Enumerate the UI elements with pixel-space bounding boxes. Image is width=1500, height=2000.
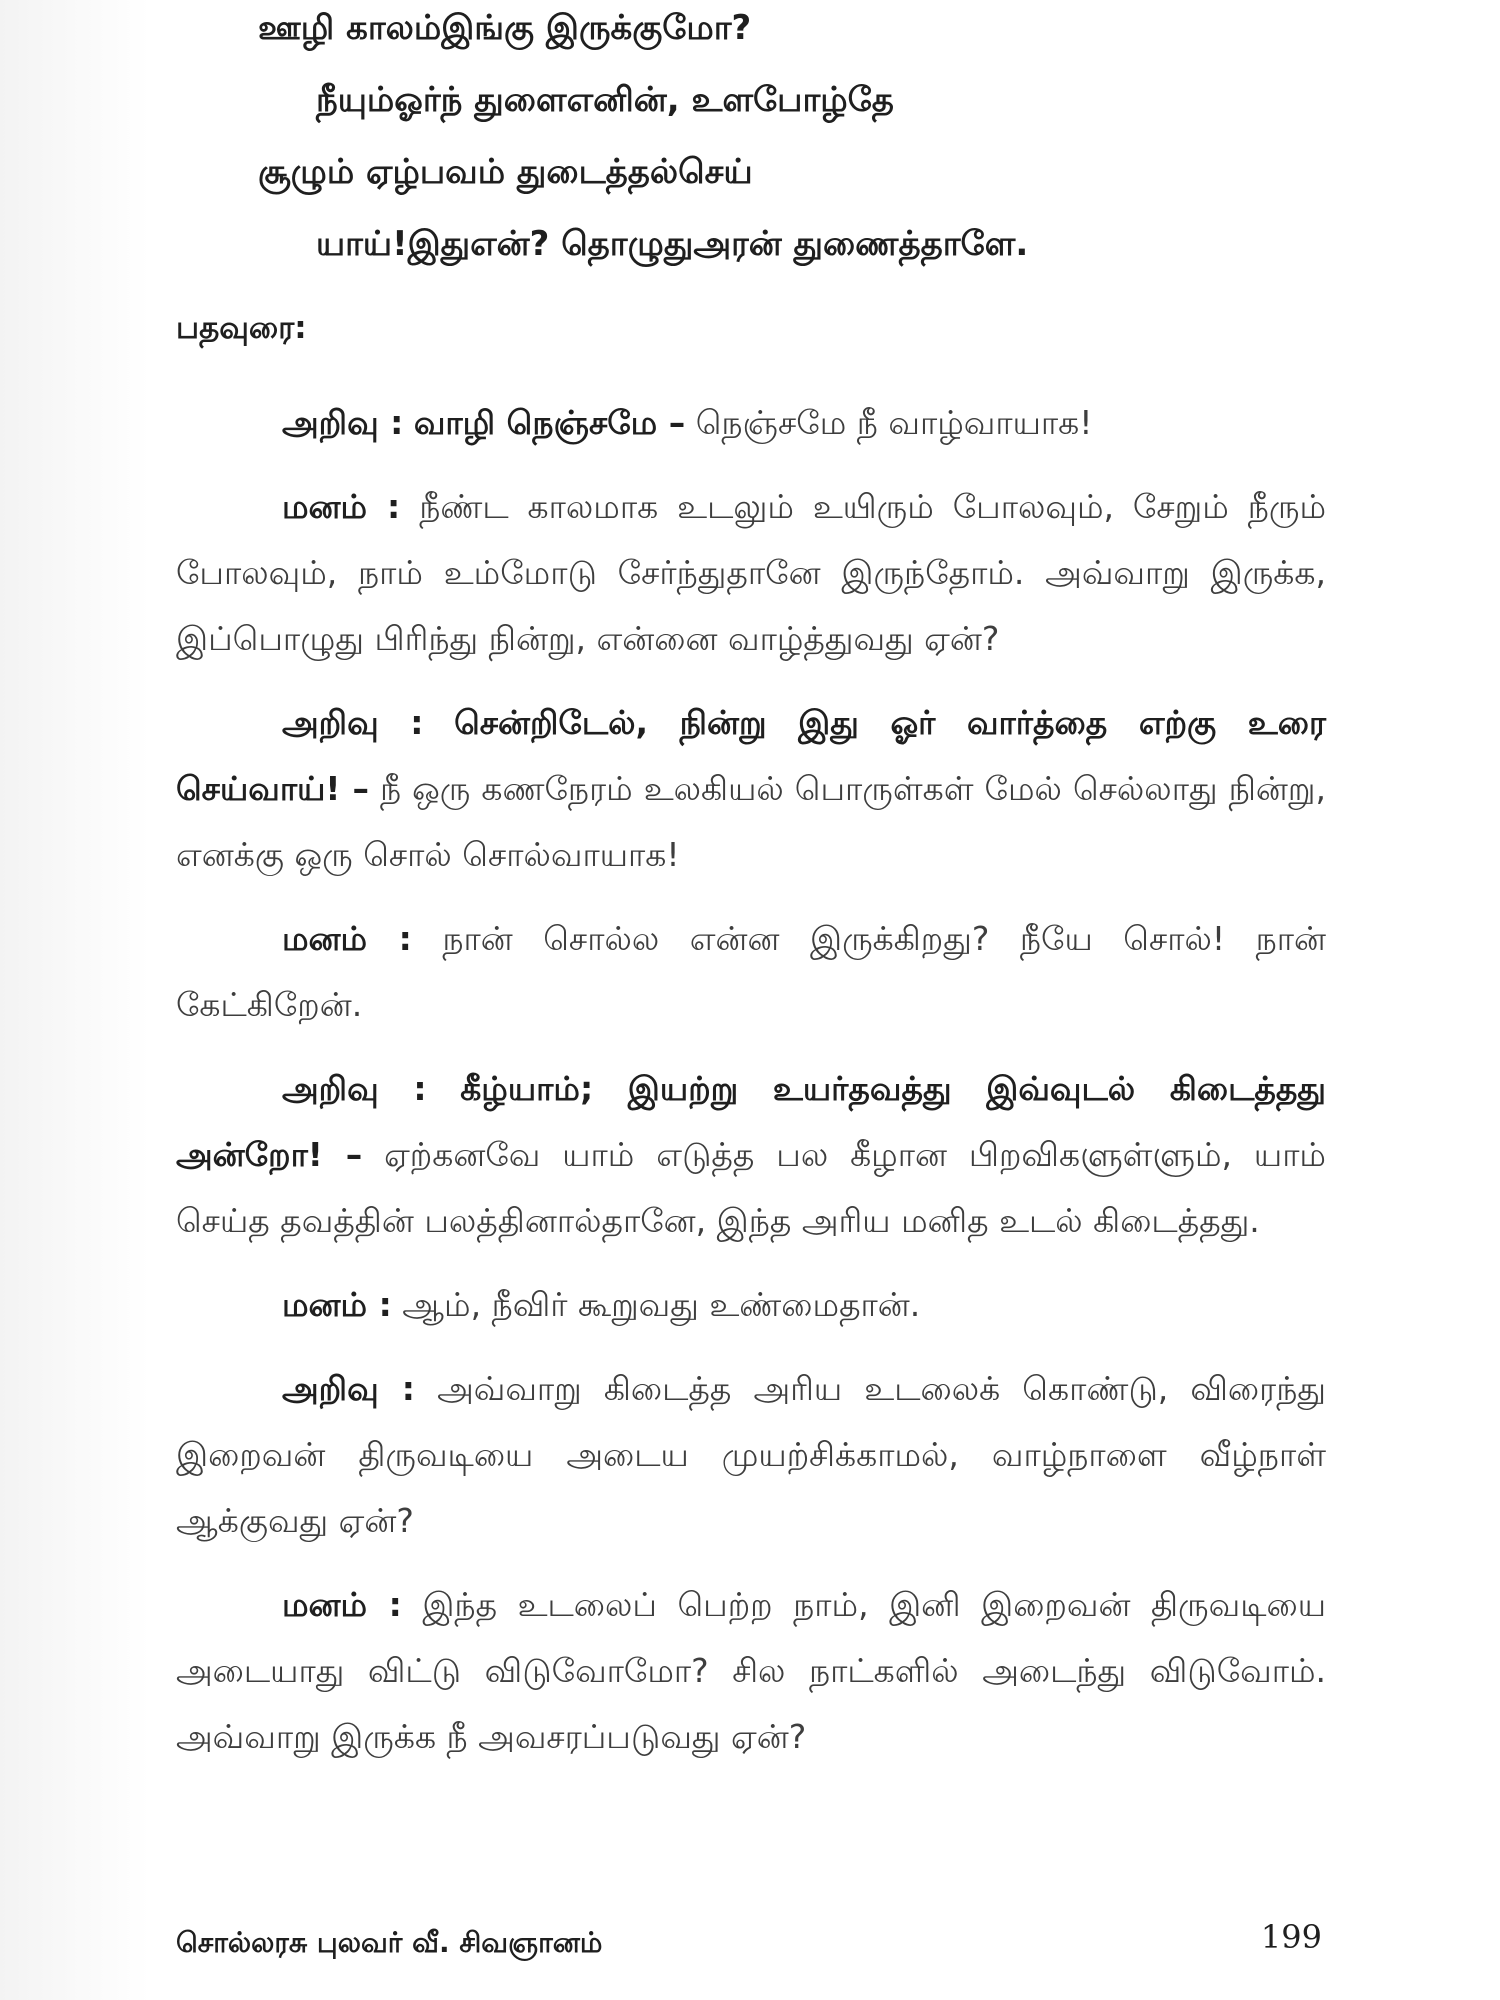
speaker-label: மனம் :: [282, 1585, 402, 1624]
paragraph-text: நான் சொல்ல என்ன இருக்கிறது? நீயே சொல்! நான் கேட்கிறேன்.: [176, 919, 1327, 1024]
paragraph-text: நீ ஒரு கணநேரம் உலகியல் பொருள்கள் மேல் செல்லாது நின்று, எனக்கு ஒரு சொல் சொல்வாயாக!: [176, 769, 1326, 874]
dialogue-paragraph: [176, 1272, 1326, 1338]
speaker-label: மனம் :: [282, 487, 401, 526]
page-gutter-shadow: [0, 0, 150, 2000]
verse-line: நீயும்ஓர்ந் துளைஎனின், உளபோழ்தே: [316, 80, 894, 120]
speaker-label: அறிவு :: [282, 403, 404, 442]
dialogue-paragraph: [176, 390, 1326, 456]
verse-phrase: சென்றிடேல், நின்று இது ஓர் வார்த்தை எற்கு உரை செய்வாய்! –: [176, 703, 1326, 808]
paragraph-text: இந்த உடலைப் பெற்ற நாம், இனி இறைவன் திருவடியை அடையாது விட்டு விடுவோமோ? சில நாட்களில் அடைந்து விடுவோம். அவ்வாறு இருக்க நீ அவசரப்படுவது ஏன்?: [176, 1585, 1326, 1756]
dialogue-paragraph: [176, 1572, 1326, 1770]
verse-block: [258, 0, 1358, 288]
footer-author: சொல்லரசு புலவர் வீ. சிவஞானம்: [176, 1926, 603, 1959]
speaker-label: அறிவு :: [282, 703, 424, 742]
paragraph-text: ஏற்கனவே யாம் எடுத்த பல கீழான பிறவிகளுள்ளும், யாம் செய்த தவத்தின் பலத்தினால்தானே, இந்த அரிய மனித உடல் கிடைத்தது.: [176, 1135, 1326, 1240]
dialogue-paragraph: [176, 906, 1326, 1038]
dialogue-paragraph: [176, 474, 1326, 672]
page-number: 199: [1260, 1918, 1322, 1956]
dialogue-paragraph: [176, 690, 1326, 888]
paragraph-text: அவ்வாறு கிடைத்த அரிய உடலைக் கொண்டு, விரைந்து இறைவன் திருவடியை அடைய முயற்சிக்காமல், வாழ்நாளை வீழ்நாள் ஆக்குவது ஏன்?: [176, 1369, 1326, 1540]
paragraph-text: நெஞ்சமே நீ வாழ்வாயாக!: [695, 403, 1093, 442]
dialogue-paragraph: [176, 1056, 1326, 1254]
speaker-label: அறிவு :: [282, 1069, 427, 1108]
speaker-label: அறிவு :: [282, 1369, 415, 1408]
verse-phrase: வாழி நெஞ்சமே –: [413, 403, 686, 442]
speaker-label: மனம் :: [282, 1285, 392, 1324]
verse-line: சூழும் ஏழ்பவம் துடைத்தல்செய்: [258, 152, 753, 192]
paragraph-text: ஆம், நீவிர் கூறுவது உண்மைதான்.: [402, 1285, 921, 1324]
dialogue-paragraph: [176, 1356, 1326, 1554]
speaker-label: மனம் :: [282, 919, 412, 958]
verse-line: ஊழி காலம்இங்கு இருக்குமோ?: [258, 8, 752, 48]
commentary-body: [176, 390, 1326, 1788]
verse-phrase: கீழ்யாம்; இயற்று உயர்தவத்து இவ்வுடல் கிடைத்தது அன்றோ! –: [176, 1069, 1326, 1174]
verse-line: யாய்!இதுஎன்? தொழுதுஅரன் துணைத்தாளே.: [316, 224, 1029, 264]
paragraph-text: நீண்ட காலமாக உடலும் உயிரும் போலவும், சேறும் நீரும் போலவும், நாம் உம்மோடு சேர்ந்துதானே இருந்தோம். அவ்வாறு இருக்க, இப்பொழுது பிரிந்து நின்று, என்னை வாழ்த்துவது ஏன்?: [176, 487, 1326, 658]
section-heading: பதவுரை:: [176, 310, 307, 346]
